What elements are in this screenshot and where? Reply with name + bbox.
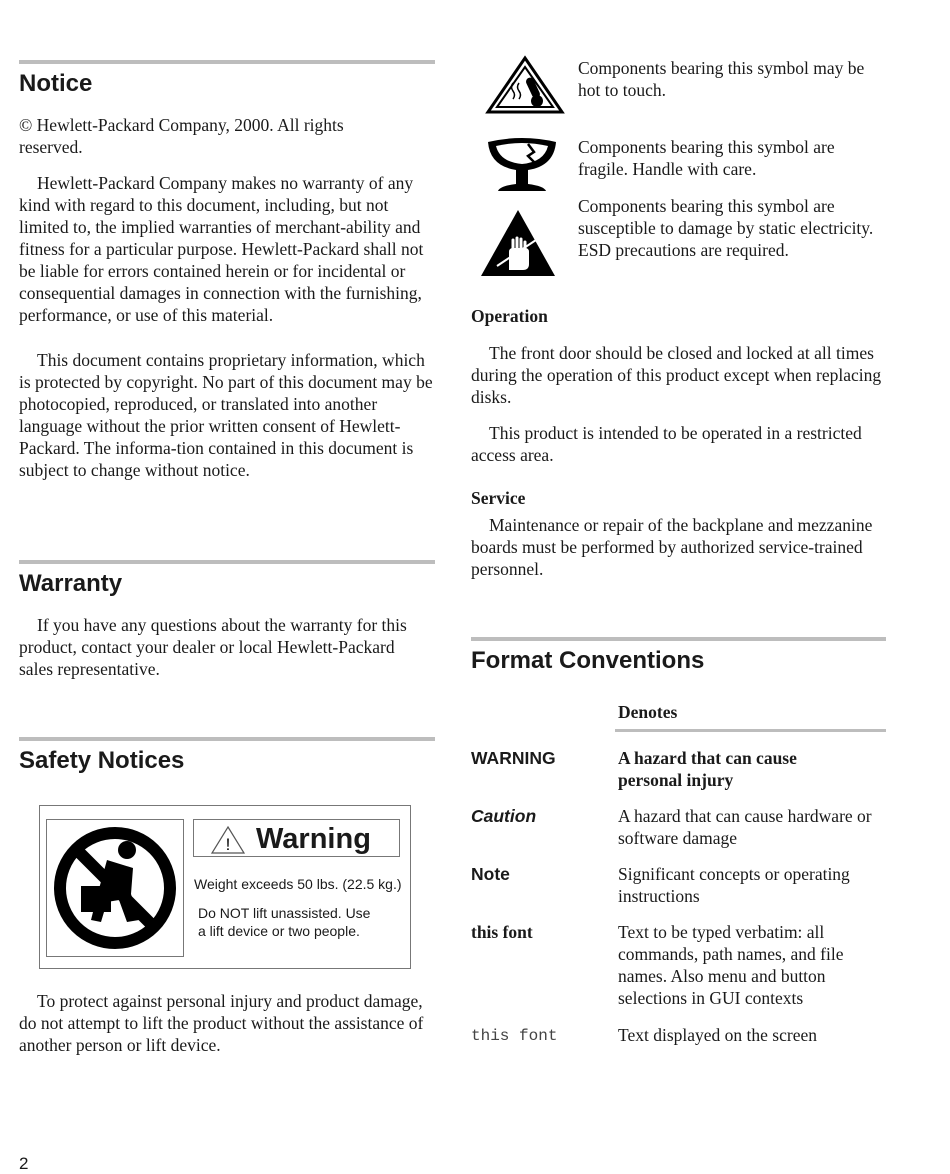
fragile-glass-icon	[484, 136, 560, 194]
fragile-symbol-text: Components bearing this symbol are fragile. Handle with care.	[578, 137, 835, 179]
format-desc-caution: A hazard that can cause hardware or software damage	[618, 806, 872, 848]
format-term-warning: WARNING	[471, 748, 556, 768]
warning-label	[39, 805, 411, 969]
notice-heading: Notice	[19, 70, 93, 97]
warranty-heading: Warranty	[19, 570, 123, 597]
no-lift-picture	[46, 819, 184, 957]
format-desc-note: Significant concepts or operating instructions	[618, 864, 850, 906]
format-col-header: Denotes	[618, 702, 678, 722]
warranty-rule	[19, 560, 435, 564]
warranty-paragraph: If you have any questions about the warranty for this product, contact your dealer or local Hewlett-Packard sales representative.	[19, 615, 407, 679]
warning-weight: Weight exceeds 50 lbs. (22.5 kg.)	[194, 876, 402, 892]
page-number: 2	[19, 1154, 29, 1173]
warning-triangle-icon	[210, 825, 246, 855]
svg-text:!: !	[225, 835, 231, 854]
format-desc-typed-font: Text to be typed verbatim: all commands, path names, and file names. Also menu and button selections in GUI contexts	[618, 922, 844, 1008]
format-term-typed-font: this font	[471, 922, 533, 942]
safety-paragraph: To protect against personal injury and product damage, do not attempt to lift the product without the assistance of another person or lift device.	[19, 991, 424, 1055]
hot-surface-icon	[485, 55, 565, 115]
format-term-screen-font: this font	[471, 1027, 558, 1045]
esd-hand-icon	[479, 208, 557, 278]
notice-paragraph-2: This document contains proprietary information, which is protected by copyright. No part of this document may be photocopied, reproduced, or translated into another language without the prior written consent of Hewlett-Packard. The informa-tion contained in this document is subject to change without notice.	[19, 350, 433, 480]
warning-title: Warning	[256, 823, 371, 855]
format-desc-warning: A hazard that can cause personal injury	[618, 748, 797, 790]
safety-rule	[19, 737, 435, 741]
notice-rule	[19, 60, 435, 64]
notice-paragraph-1: Hewlett-Packard Company makes no warranty of any kind with regard to this document, including, but not limited to, the implied warranties of merchant-ability and fitness for a particular purpose. Hewlett-Packard shall not be liable for errors contained herein or for incidental or consequential damages in connection with the furnishing, performance, or use of this material.	[19, 173, 424, 325]
warning-line-1: Do NOT lift unassisted. Use	[198, 905, 371, 921]
format-term-caution: Caution	[471, 806, 537, 826]
hot-symbol-text: Components bearing this symbol may be hot to touch.	[578, 58, 865, 100]
operation-paragraph-1: The front door should be closed and locked at all times during the operation of this product except when replacing disks.	[471, 343, 882, 407]
format-rule	[471, 637, 886, 641]
warning-line-2: a lift device or two people.	[198, 923, 360, 939]
esd-symbol-text: Components bearing this symbol are susceptible to damage by static electricity. ESD precautions are required.	[578, 196, 874, 260]
format-header-rule	[615, 729, 886, 732]
service-paragraph: Maintenance or repair of the backplane and mezzanine boards must be performed by authorized service-trained personnel.	[471, 515, 873, 579]
format-heading: Format Conventions	[471, 647, 705, 674]
safety-heading: Safety Notices	[19, 747, 185, 774]
service-heading: Service	[471, 488, 526, 508]
operation-paragraph-2: This product is intended to be operated in a restricted access area.	[471, 423, 862, 465]
operation-heading: Operation	[471, 306, 548, 326]
format-term-note: Note	[471, 864, 510, 884]
format-desc-screen-font: Text displayed on the screen	[618, 1025, 817, 1045]
notice-copyright: © Hewlett-Packard Company, 2000. All rights reserved.	[19, 115, 344, 157]
no-lift-icon	[47, 820, 183, 956]
warning-title-box	[193, 819, 400, 857]
